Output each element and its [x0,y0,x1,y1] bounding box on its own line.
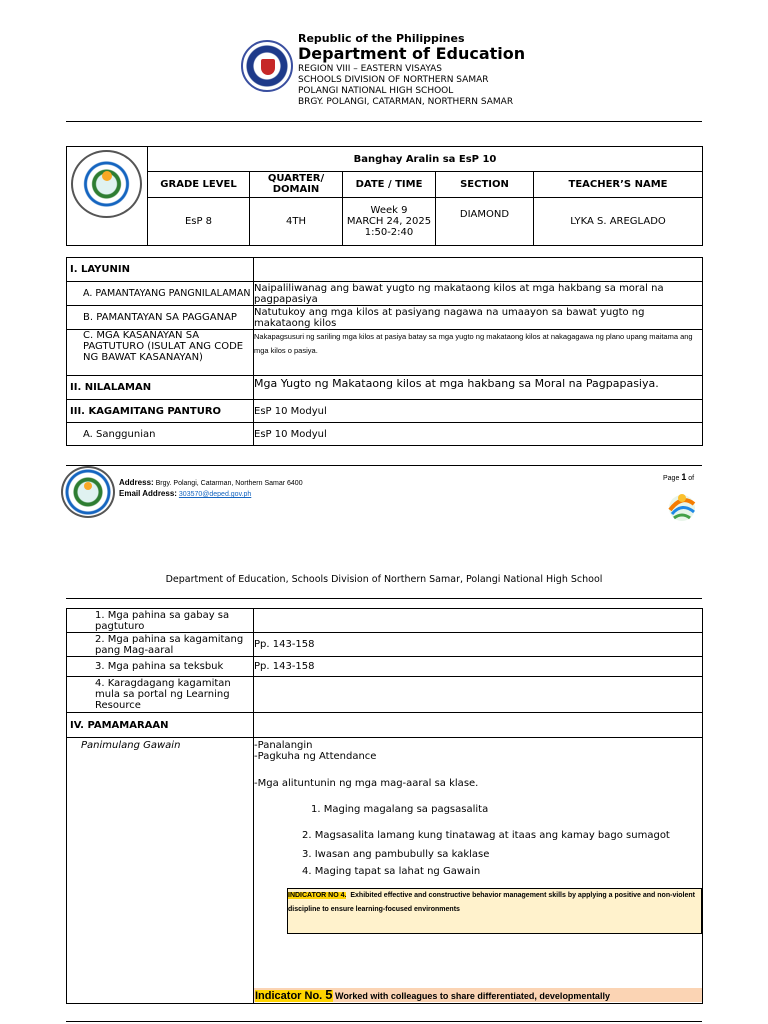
matatag-logo-icon [664,488,700,524]
kagamitan-label: III. KAGAMITANG PANTURO [67,400,254,423]
page2-bottom-rule [66,1021,702,1022]
resource-4-label: 4. Karagdagang kagamitan mula sa portal ng Learning Resource [67,677,254,713]
grade-level-value: EsP 8 [148,197,250,246]
layunin-label: I. LAYUNIN [67,258,254,282]
kasanayan-value: Nakapagsusuri ng sariling mga kilos at pasiya batay sa mga yugto ng makataong kilos at nakagagawa ng plano upang maitama ang mga kilos o pasiya. [254,330,703,376]
footer-email: Email Address: 303570@deped.gov.ph [119,489,252,498]
panimula-label: Panimulang Gawain [67,738,254,1004]
indicator-5-box [254,988,702,1002]
page-number: Page 1 of [663,472,695,482]
lesson-title: Banghay Aralin sa EsP 10 [148,147,703,172]
indicator-4-text: Exhibited effective and constructive behavior management skills by applying a positive and non-violent discipline to ensure learning-focused environments [288,892,695,913]
header-school: POLANGI NATIONAL HIGH SCHOOL [298,86,454,96]
kasanayan-label: C. MGA KASANAYAN SA PAGTUTURO (ISULAT ANG CODE NG BAWAT KASANAYAN) [67,330,254,376]
pamamaraan-value [254,713,703,738]
header-department: Department of Education [298,44,526,63]
rule-2: 2. Magsasalita lamang kung tinatawag at itaas ang kamay bago sumagot [302,830,670,841]
page2-header: Department of Education, Schools Division of Northern Samar, Polangi National High School [165,574,603,585]
pamantayan-pagganap-value: Natutukoy ang mga kilos at pasiyang nagawa na umaayon sa bawat yugto ng makataong kilos [254,306,703,330]
col-section: SECTION [436,172,534,197]
header-republic: Republic of the Philippines [298,32,465,45]
nilalaman-label: II. NILALAMAN [67,376,254,400]
header-division: SCHOOLS DIVISION OF NORTHERN SAMAR [298,75,489,85]
footer-divider [66,465,702,466]
panimula-content [254,738,703,1004]
deped-seal [241,40,293,92]
resource-4-value [254,677,703,713]
date-time-value: Week 9 MARCH 24, 2025 1:50-2:40 [343,197,436,246]
activity-attendance: -Pagkuha ng Attendance [254,751,377,762]
quarter-value: 4TH [250,197,343,246]
nilalaman-value: Mga Yugto ng Makataong kilos at mga hakbang sa Moral na Pagpapasiya. [254,376,703,400]
indicator-4-label: INDICATOR NO 4. [288,892,347,899]
resource-1-value [254,609,703,633]
indicator-5-label: Indicator No. [255,990,323,1002]
indicator-4-box [287,888,702,934]
col-teacher: TEACHER’S NAME [534,172,703,197]
objectives-table [66,257,703,446]
indicator-5-number: 5 [325,988,333,1002]
page2-divider [66,598,702,599]
pamantayang-pangnilalaman-value: Naipaliliwanag ang bawat yugto ng makataong kilos at mga hakbang sa moral na pagpapasiya [254,282,703,306]
resource-2-value: Pp. 143-158 [254,633,703,657]
header-region: REGION VIII – EASTERN VISAYAS [298,64,442,74]
resource-3-value: Pp. 143-158 [254,657,703,677]
lesson-info-table [66,146,703,246]
school-logo-cell [67,147,148,246]
resource-1-label: 1. Mga pahina sa gabay sa pagtuturo [67,609,254,633]
section-value: DIAMOND [436,197,534,246]
header-divider [66,121,702,122]
activity-prayer: -Panalangin [254,740,313,751]
header-address: BRGY. POLANGI, CATARMAN, NORTHERN SAMAR [298,97,514,107]
procedure-table [66,608,703,1004]
teacher-value: LYKA S. AREGLADO [534,197,703,246]
col-grade-level: GRADE LEVEL [148,172,250,197]
email-link[interactable]: 303570@deped.gov.ph [178,491,252,498]
indicator-5-text: Worked with colleagues to share differentiated, developmentally [335,991,610,1001]
footer-address: Address: Brgy. Polangi, Catarman, Northern Samar 6400 [119,478,303,487]
activity-rules: -Mga alituntunin ng mga mag-aaral sa klase. [254,778,479,789]
sanggunian-value: EsP 10 Modyul [254,423,703,446]
rule-3: 3. Iwasan ang pambubully sa kaklase [302,849,490,860]
pamantayan-pagganap-label: B. PAMANTAYAN SA PAGGANAP [67,306,254,330]
school-logo [71,150,142,218]
sanggunian-label: A. Sanggunian [67,423,254,446]
pamantayang-pangnilalaman-label: A. PAMANTAYANG PANGNILALAMAN [67,282,254,306]
pamamaraan-label: IV. PAMAMARAAN [67,713,254,738]
resource-3-label: 3. Mga pahina sa teksbuk [67,657,254,677]
layunin-value [254,258,703,282]
col-date-time: DATE / TIME [343,172,436,197]
col-quarter: QUARTER/ DOMAIN [250,172,343,197]
rule-1: 1. Maging magalang sa pagsasalita [311,804,489,815]
resource-2-label: 2. Mga pahina sa kagamitang pang Mag-aaral [67,633,254,657]
footer-school-logo [61,466,115,518]
rule-4: 4. Maging tapat sa lahat ng Gawain [302,866,481,877]
kagamitan-value: EsP 10 Modyul [254,400,703,423]
